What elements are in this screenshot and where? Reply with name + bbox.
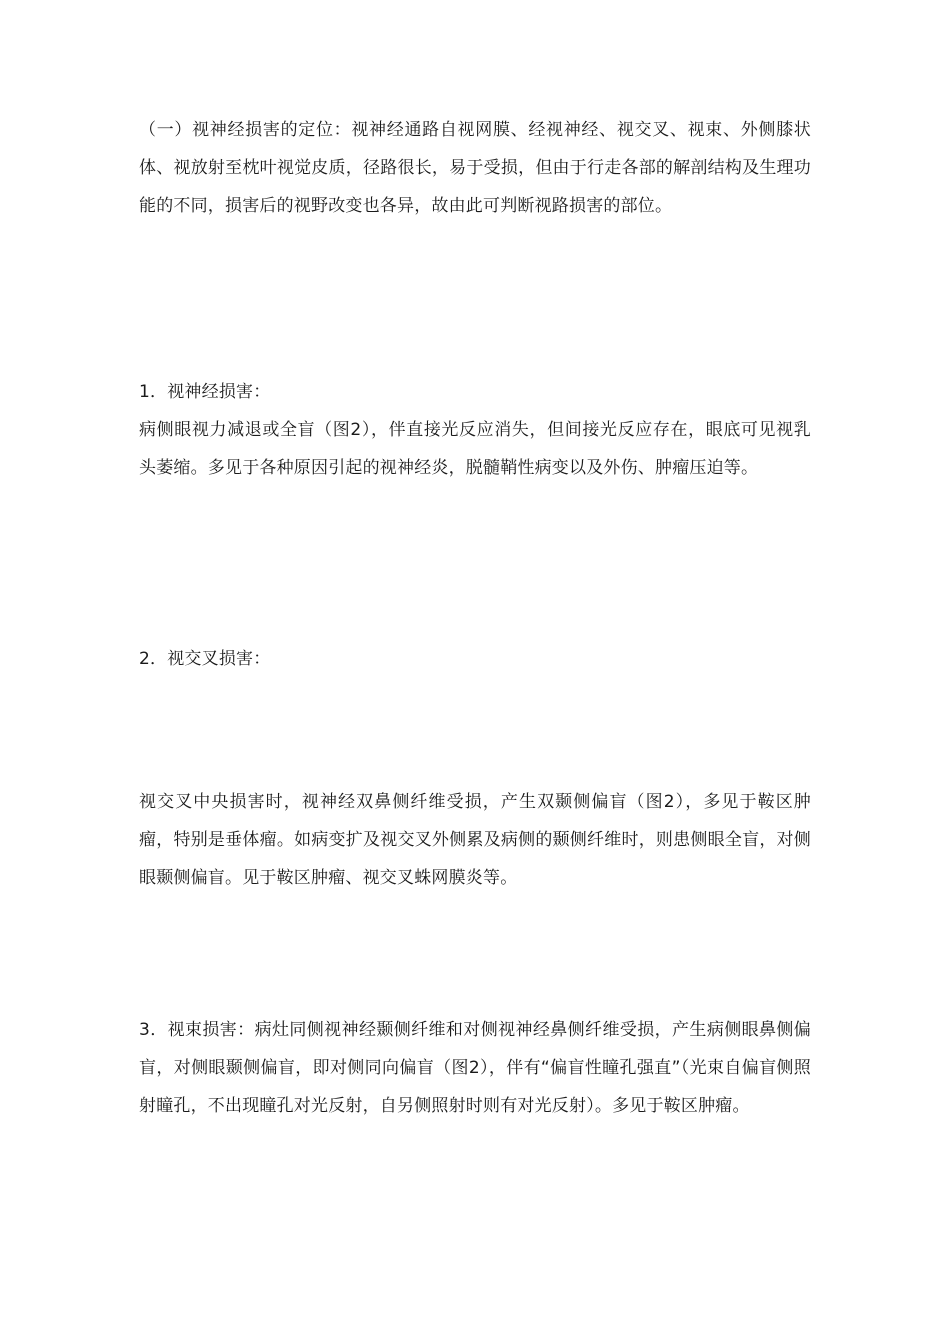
section-2-heading: 2．视交叉损害： [139,649,271,669]
intro-paragraph: （一）视神经损害的定位：视神经通路自视网膜、经视神经、视交叉、视束、外侧膝状体、视放射至枕叶视觉皮质，径路很长，易于受损，但由于行走各部的解剖结构及生理功能的不同，损害后的视野改变也各异，故由此可判断视路损害的部位。 [139,120,811,216]
section-3-paragraph: 3．视束损害：病灶同侧视神经颞侧纤维和对侧视神经鼻侧纤维受损，产生病侧眼鼻侧偏盲，对侧眼颞侧偏盲，即对侧同向偏盲（图2），伴有“偏盲性瞳孔强直”（光束自偏盲侧照射瞳孔，不出现瞳孔对光反射，自另侧照射时则有对光反射）。多见于鞍区肿瘤。 [139,1020,811,1116]
section-1-paragraph: 病侧眼视力减退或全盲（图2），伴直接光反应消失，但间接光反应存在，眼底可见视乳头萎缩。多见于各种原因引起的视神经炎，脱髓鞘性病变以及外伤、肿瘤压迫等。 [139,420,811,478]
section-1-heading: 1．视神经损害： [139,382,271,402]
section-2-paragraph: 视交叉中央损害时，视神经双鼻侧纤维受损，产生双颞侧偏盲（图2），多见于鞍区肿瘤，特别是垂体瘤。如病变扩及视交叉外侧累及病侧的颞侧纤维时，则患侧眼全盲，对侧眼颞侧偏盲。见于鞍区肿瘤、视交叉蛛网膜炎等。 [139,792,811,888]
